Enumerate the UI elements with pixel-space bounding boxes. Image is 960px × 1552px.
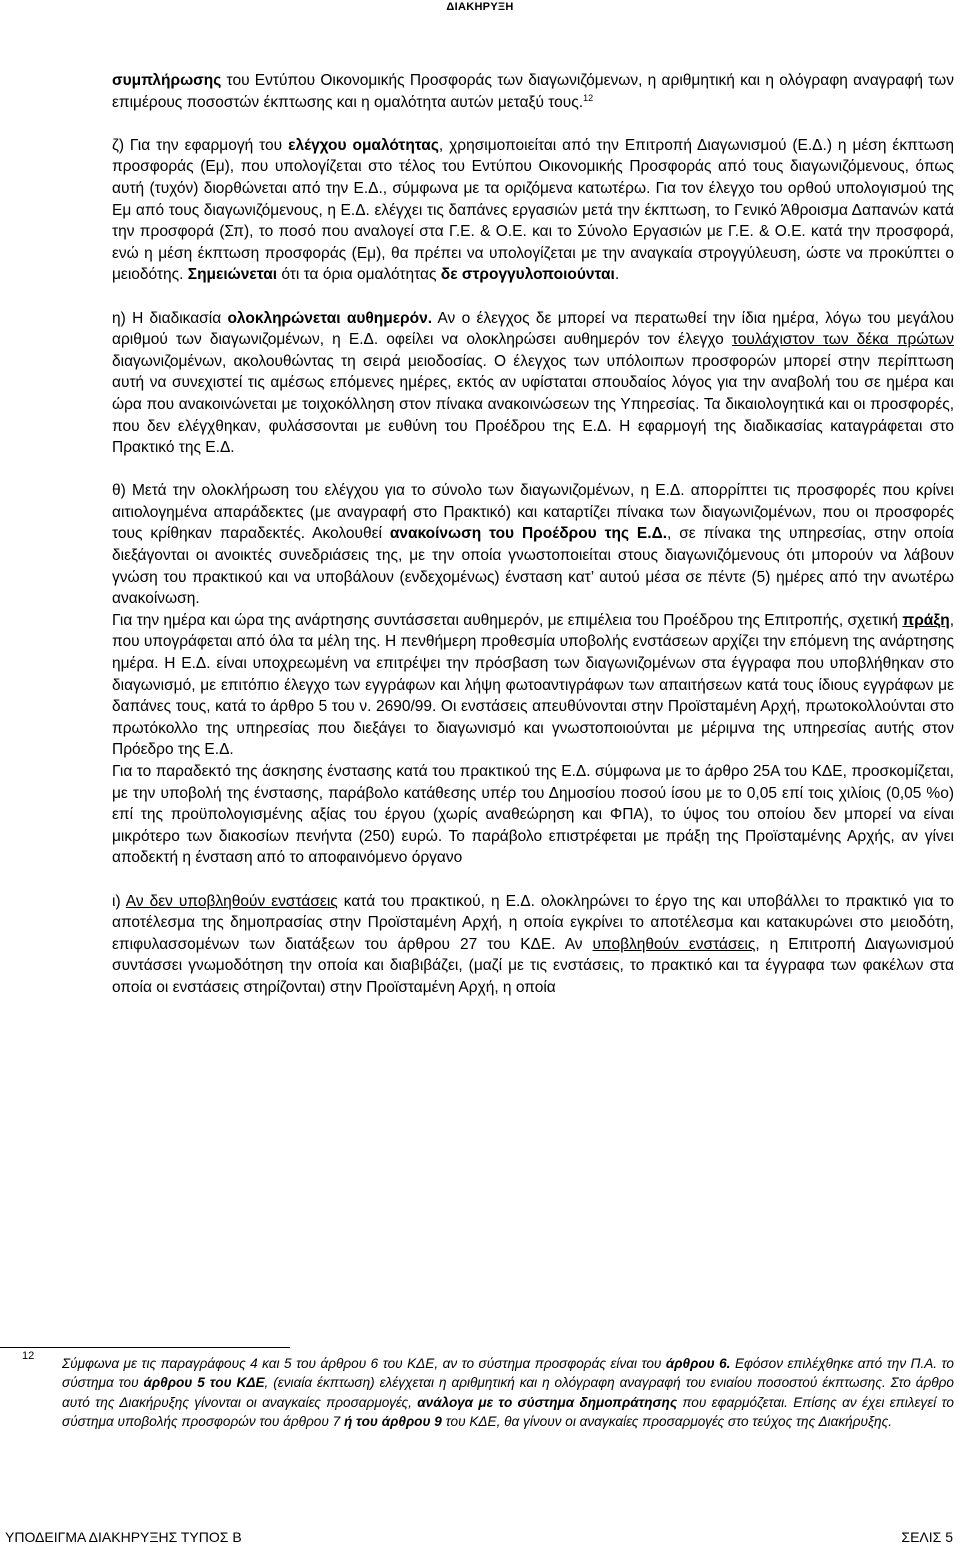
paragraph-z: ζ) Για την εφαρμογή του ελέγχου ομαλότητας, χρησιμοποιείται από την Επιτροπή Διαγωνισμού (Ε.Δ.) η μέση έκπτωση προσφοράς (Εμ), που υπολογίζεται στο τέλος του Εντύπου Οικονομικής Προσφοράς από τους διαγωνιζόμενους, όπως αυτή (τυχόν) διορθώνεται από την Ε.Δ., σύμφωνα με τα οριζόμενα κατωτέρω. Για τον έλεγχο του ορθού υπολογισμού της Εμ από τους διαγωνιζόμενους, η Ε.Δ. ελέγχει τις δαπάνες εργασιών μετά την έκπτωση, το Γενικό Άθροισμα Δαπανών κατά την προσφορά (Σπ), το ποσό που αναλογεί στα Γ.Ε. & Ο.Ε. και το Σύνολο Εργασιών με Γ.Ε. & Ο.Ε. κατά την προσφορά, ενώ η μέση έκπτωση προσφοράς (Εμ), θα πρέπει να υπολογίζεται με την αναγκαία στρογγύλευση, ώστε να προκύπτει ο μειοδότης. Σημειώνεται ότι τα όρια ομαλότητας δε στρογγυλοποιούνται.: [112, 136, 954, 284]
footer-page-number: ΣΕΛΙΣ 5: [901, 1529, 953, 1545]
paragraph-th-fee: Για το παραδεκτό της άσκησης ένστασης κατά του πρακτικού της Ε.Δ. σύμφωνα με το άρθρο 25Α του ΚΔΕ, προσκομίζεται, με την υποβολή της ένστασης, παράβολο κατάθεσης υπέρ του Δημοσίου ποσού ίσου με το 0,05 επί τοις χιλίοις (0,05 %ο) επί της προϋπολογισμένης αξίας του έργου (χωρίς αναθεώρηση και ΦΠΑ), το ύψος του οποίου δεν μπορεί να είναι μικρότερο των διακοσίων πενήντα (250) ευρώ. Το παράβολο επιστρέφεται με πράξη της Προϊσταμένης Αρχής, αν γίνει αποδεκτή η ένσταση από το αποφαινόμενο όργανο: [112, 763, 954, 867]
bold-text: συμπλήρωσης: [112, 72, 222, 89]
paragraph-completion: συμπλήρωσης του Εντύπου Οικονομικής Προσφοράς των διαγωνιζόμενων, η αριθμητική και η ολόγραφη αναγραφή των επιμέρους ποσοστών έκπτωσης και η ομαλότητα αυτών μεταξύ τους.$^{12}$: [112, 72, 954, 111]
footnote-text: Σύμφωνα με τις παραγράφους 4 και 5 του άρθρου 6 του ΚΔΕ, αν το σύστημα προσφοράς είναι του άρθρου 6. Εφόσον επιλέχθηκε από την Π.Α. το σύστημα του άρθρου 5 του ΚΔΕ, (ενιαία έκπτωση) ελέγχεται η αριθμητική και η ολόγραφη αναγραφή του ενιαίου ποσοστού έκπτωσης. Στο άρθρο αυτό της Διακήρυξης γίνονται οι αναγκαίες προσαρμογές, ανάλογα με το σύστημα δημοπράτησης που εφαρμόζεται. Επίσης αν έχει επιλεγεί το σύστημα υποβολής προσφορών του άρθρου 7 ή του άρθρου 9 του ΚΔΕ, θα γίνουν οι αναγκαίες προσαρμογές στο τεύχος της Διακήρυξης.: [62, 1356, 954, 1430]
page-header: ΔΙΑΚΗΡΥΞΗ: [446, 1, 514, 13]
paragraph-th-act: Για την ημέρα και ώρα της ανάρτησης συντάσσεται αυθημερόν, με επιμέλεια του Προέδρου της Επιτροπής, σχετική πράξη, που υπογράφεται από όλα τα μέλη της. Η πενθήμερη προθεσμία υποβολής ενστάσεων αρχίζει την επόμενη της ανάρτησης ημέρα. Η Ε.Δ. είναι υποχρεωμένη να επιτρέψει την πρόσβαση των διαγωνιζομένων στα έγγραφα που υποβλήθηκαν στο διαγωνισμό, με επιτόπιο έλεγχο των εγγράφων και λήψη φωτοαντιγράφων των απαιτήσεων κατά τους ίδιους εγγράφων με δαπάνες τους, κατά το άρθρο 5 του ν. 2690/99. Οι ενστάσεις απευθύνονται στην Προϊσταμένη Αρχή, πρωτοκολλούνται στο πρωτόκολλο της υπηρεσίας που διεξάγει το διαγωνισμό και γνωστοποιούνται με μέριμνα της υπηρεσίας αυτής στον Πρόεδρο της Ε.Δ.: [112, 611, 954, 759]
paragraph-th: θ) Μετά την ολοκλήρωση του ελέγχου για το σύνολο των διαγωνιζομένων, η Ε.Δ. απορρίπτει τις προσφορές που κρίνει αιτιολογημένα απαράδεκτες (με αναγραφή στο Πρακτικό) και καταρτίζει πίνακα των διαγωνιζομένων, που οι προσφορές τους κρίθηκαν παραδεκτές. Ακολουθεί ανακοίνωση του Προέδρου της Ε.Δ., σε πίνακα της υπηρεσίας, στην οποία διεξάγονται οι ανοικτές συνεδριάσεις της, με την οποία γνωστοποιείται στους διαγωνιζόμενους ότι μπορούν να λάβουν γνώση του πρακτικού και να υποβάλουν (ενδεχομένως) ένσταση κατ’ αυτού μέσα σε πέντε (5) ημέρες από την ανωτέρω ανακοίνωση.: [112, 482, 954, 608]
paragraph-h: η) Η διαδικασία ολοκληρώνεται αυθημερόν. Αν ο έλεγχος δε μπορεί να περατωθεί την ίδια ημέρα, λόγω του μεγάλου αριθμού των διαγωνιζομένων, η Ε.Δ. οφείλει να ολοκληρώσει αυθημερόν τον έλεγχο τουλάχιστον των δέκα πρώτων διαγωνιζομένων, ακολουθώντας τη σειρά μειοδοσίας. Ο έλεγχος των υπόλοιπων προσφορών μπορεί στην περίπτωση αυτή να συνεχιστεί τις αμέσως επόμενες ημέρες, εκτός αν υφίσταται σπουδαίος λόγος για την αναβολή του σε ημέρα και ώρα που ανακοινώνεται με τοιχοκόλληση στον πίνακα ανακοινώσεων της Υπηρεσίας. Τα δικαιολογητικά και οι προσφορές, που δεν ελέγχθηκαν, φυλάσσονται με ευθύνη του Προέδρου της Ε.Δ. Η εφαρμογή της διαδικασίας καταγράφεται στο Πρακτικό της Ε.Δ.: [112, 309, 954, 457]
footnote-divider: [0, 1347, 290, 1348]
document-body: [112, 70, 954, 999]
footnote-reference[interactable]: 12: [583, 92, 594, 103]
footer-document-title: ΥΠΟΔΕΙΓΜΑ ΔΙΑΚΗΡΥΞΗΣ ΤΥΠΟΣ Β: [5, 1529, 242, 1545]
paragraph-i: ι) Αν δεν υποβληθούν ενστάσεις κατά του πρακτικού, η Ε.Δ. ολοκληρώνει το έργο της και υποβάλλει το πρακτικό για το αποτέλεσμα της δημοπρασίας στην Προϊσταμένη Αρχή, η οποία εγκρίνει το αποτέλεσμα και κατακυρώνει στο μειοδότη, επιφυλασσομένων των διατάξεων του άρθρου 27 του ΚΔΕ. Αν υποβληθούν ενστάσεις, η Επιτροπή Διαγωνισμού συντάσσει γνωμοδότηση την οποία και διαβιβάζει, (μαζί με τις ενστάσεις, το πρακτικό και τα έγγραφα των φακέλων στα οποία οι ενστάσεις στηρίζονται) στην Προϊσταμένη Αρχή, η οποία: [112, 892, 954, 996]
footnote-number: 12: [22, 1350, 35, 1362]
